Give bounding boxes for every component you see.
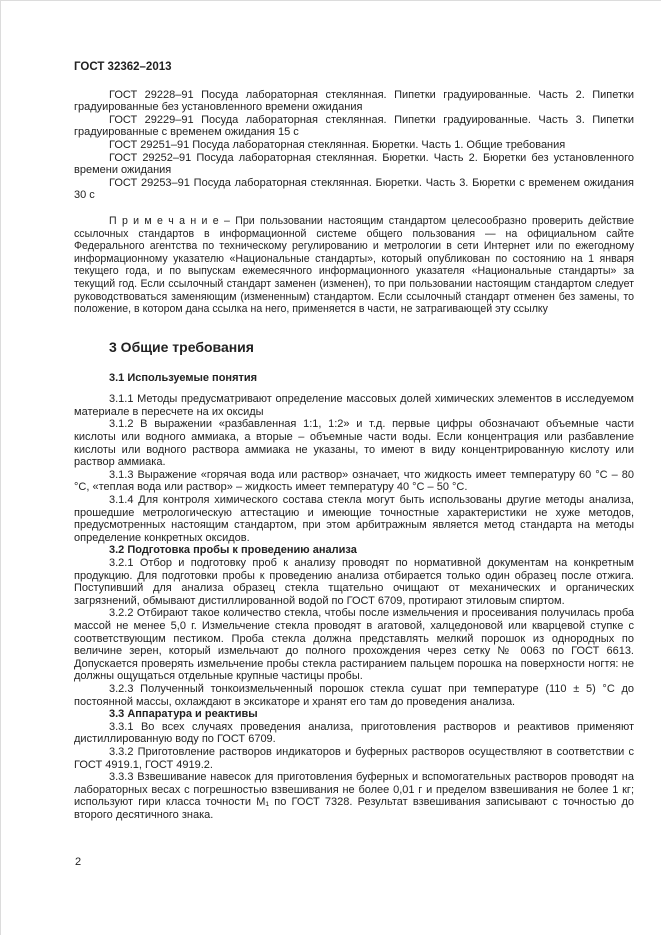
paragraph-3-1-4: 3.1.4 Для контроля химического состава стекла могут быть использованы другие методы анализа, прошедшие метрологическую аттестацию и имеющие точностные характеристики не хуже методов, предусмотренных настоящим стандартом, при этом арбитражным является метод стандарта на методы определение конкретных оксидов. — [74, 494, 634, 544]
reference-item: ГОСТ 29228–91 Посуда лабораторная стеклянная. Пипетки градуированные. Часть 2. Пипетки градуированные без установленного времени ожидания — [74, 88, 634, 114]
paragraph-3-3-2: 3.3.2 Приготовление растворов индикаторов и буферных растворов осуществляют в соответствии с ГОСТ 4919.1, ГОСТ 4919.2. — [74, 745, 634, 771]
paragraph-3-3-3: 3.3.3 Взвешивание навесок для приготовления буферных и вспомогательных растворов проводят на лабораторных весах с погрешностью взвешивания не более 0,01 г и пределом взвешивания не более 1 кг; используют гири класса точности М₁ по ГОСТ 7328. Результат взвешивания записывают с точностью до второго десятичного знака. — [74, 771, 634, 821]
section-3-heading: 3 Общие требования — [109, 338, 254, 355]
paragraph-3-1-1: 3.1.1 Методы предусматривают определение массовых долей химических элементов в исследуемом материале в пересчете на их оксиды — [74, 393, 634, 418]
paragraph-3-3-1: 3.3.1 Во всех случаях проведения анализа, приготовления растворов и реактивов применяют дистиллированную воду по ГОСТ 6709. — [74, 720, 634, 746]
paragraph-3-2-3: 3.2.3 Полученный тонкоизмельченный порошок стекла сушат при температуре (110 ± 5) °С до постоянной массы, охлаждают в эксикаторе и хранят его там до проведения анализа. — [74, 682, 634, 708]
reference-item: ГОСТ 29252–91 Посуда лабораторная стеклянная. Бюретки. Часть 2. Бюретки без установленного времени ожидания — [74, 151, 634, 177]
reference-item: ГОСТ 29229–91 Посуда лабораторная стеклянная. Пипетки градуированные. Часть 3. Пипетки градуированные с временем ожидания 15 с — [74, 113, 634, 139]
section-3-2-heading: 3.2 Подготовка пробы к проведению анализа — [109, 544, 357, 557]
reference-item: ГОСТ 29253–91 Посуда лабораторная стеклянная. Бюретки. Часть 3. Бюретки с временем ожидания 30 с — [74, 176, 634, 202]
reference-item: ГОСТ 29251–91 Посуда лабораторная стеклянная. Бюретки. Часть 1. Общие требования — [109, 138, 566, 151]
section-3-3-heading: 3.3 Аппаратура и реактивы — [109, 708, 258, 721]
paragraph-3-2-1: 3.2.1 Отбор и подготовку проб к анализу проводят по нормативной документам на конкретным продукцию. Для подготовки пробы к проведению анализа отбирается только один образец после отжига. Поступивший для анализа образец стекла тщательно очищают от механических и органических загрязнений, обмывают дистиллированной водой по ГОСТ 6709, протирают этиловым спиртом. — [74, 557, 634, 607]
doc-header-number: ГОСТ 32362–2013 — [74, 61, 172, 73]
paragraph-3-1-2: 3.1.2 В выражении «разбавленная 1:1, 1:2» и т.д. первые цифры обозначают объемные части кислоты или водного аммиака, а вторые – объемные части воды. Если концентрация или разбавление кислоты или водного раствора аммиака не указаны, то имеют в виду концентрированную кислоту или раствор аммиака. — [74, 418, 634, 469]
paragraph-3-2-2: 3.2.2 Отбирают такое количество стекла, чтобы после измельчения и просеивания получилась проба массой не менее 5,0 г. Измельчение стекла проводят в агатовой, халцедоновой или кварцевой ступке с соответствующим пестиком. Проба стекла должна представлять мелкий порошок из однородных по величине зерен, который измельчают до полного прохождения через сетку № 0063 по ГОСТ 6613. Допускается проверять измельчение пробы стекла растиранием пальцем порошка на поверхности ногтя: не должны ощущаться отдельные крупные частицы пробы. — [74, 607, 634, 683]
paragraph-3-1-3: 3.1.3 Выражение «горячая вода или раствор» означает, что жидкость имеет температуру 60 °С – 80 °С, «теплая вода или раствор» – жидкость имеет температуру 40 °С – 50 °С. — [74, 468, 634, 494]
note-paragraph: П р и м е ч а н и е – При пользовании настоящим стандартом целесообразно проверить действие ссылочных стандартов в информационной системе общего пользования — на официальном сайте Федерального агентства по техническому регулированию и метрологии в сети Интернет или по ежегодному информационному указателю «Национальные стандарты», который опубликован по состоянию на 1 января текущего года, и по выпускам ежемесячного информационного указателя «Национальные стандарты» за текущий год. Если ссылочный стандарт заменен (изменен), то при пользовании настоящим стандартом следует руководствоваться заменяющим (измененным) стандартом. Если ссылочный стандарт отменен без замены, то положение, в котором дана ссылка на него, применяется в части, не затрагивающей эту ссылку — [74, 214, 634, 316]
page-number: 2 — [75, 856, 82, 868]
section-3-1-heading: 3.1 Используемые понятия — [109, 371, 258, 384]
